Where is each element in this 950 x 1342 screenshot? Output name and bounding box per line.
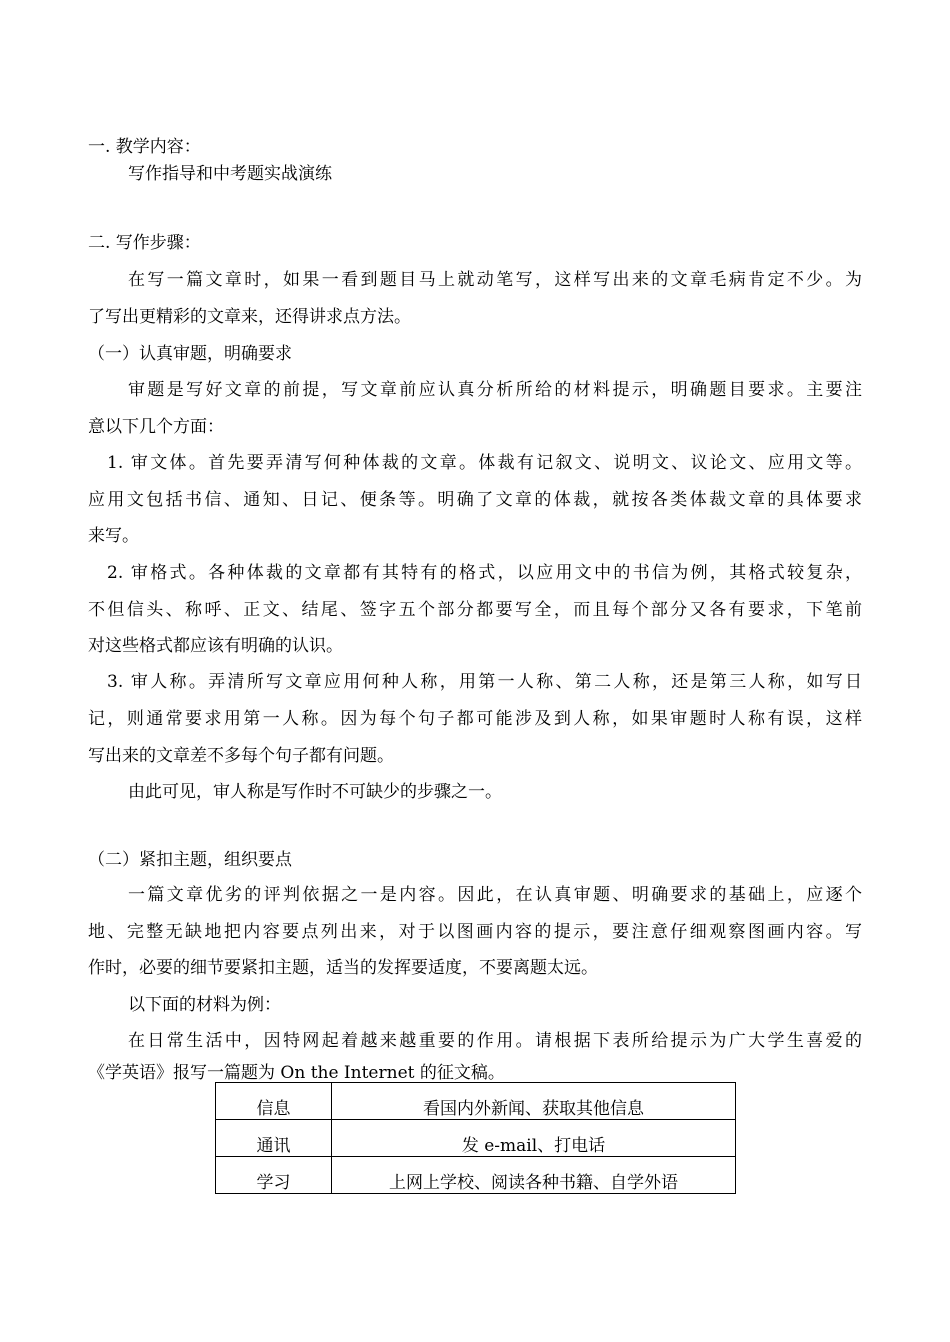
- section-heading-writing-steps: 二. 写作步骤：: [88, 233, 201, 253]
- list-item-genre-line: 来写。: [88, 526, 139, 546]
- list-item-genre-line: 应用文包括书信、通知、日记、便条等。明确了文章的体裁，就按各类体裁文章的具体要求: [88, 490, 862, 510]
- list-item-genre: 1. 审文体。首先要弄清写何种体裁的文章。体裁有记叙文、说明文、议论文、应用文等。: [107, 453, 862, 473]
- paragraph-line: 审题是写好文章的前提，写文章前应认真分析所给的材料提示，明确题目要求。主要注: [128, 380, 862, 400]
- internet-uses-table: [215, 1082, 736, 1194]
- section-heading-teaching-content: 一. 教学内容：: [88, 137, 201, 157]
- table-cell-value: 看国内外新闻、获取其他信息: [332, 1083, 736, 1120]
- list-item-person-line: 记，则通常要求用第一人称。因为每个句子都可能涉及到人称，如果审题时人称有误，这样: [88, 709, 862, 729]
- paragraph-line: 一篇文章优劣的评判依据之一是内容。因此，在认真审题、明确要求的基础上，应逐个: [128, 885, 862, 905]
- intro-paragraph-line: 在写一篇文章时，如果一看到题目马上就动笔写，这样写出来的文章毛病肯定不少。为: [128, 270, 862, 290]
- intro-paragraph-line: 了写出更精彩的文章来，还得讲求点方法。: [88, 307, 411, 327]
- table-row: [216, 1120, 736, 1157]
- table-row: [216, 1083, 736, 1120]
- example-intro: 以下面的材料为例：: [128, 995, 281, 1015]
- conclusion-text: 由此可见，审人称是写作时不可缺少的步骤之一。: [128, 782, 502, 802]
- table-row: [216, 1157, 736, 1194]
- table-cell-key: 信息: [216, 1083, 332, 1120]
- paragraph-line: 作时，必要的细节要紧扣主题，适当的发挥要适度，不要离题太远。: [88, 958, 598, 978]
- table-cell-value: 发 e-mail、打电话: [332, 1120, 736, 1157]
- list-item-person-line: 写出来的文章差不多每个句子都有问题。: [88, 746, 394, 766]
- list-item-format-line: 不但信头、称呼、正文、结尾、签字五个部分都要写全，而且每个部分又各有要求，下笔前: [88, 600, 862, 620]
- table-cell-key: 通讯: [216, 1120, 332, 1157]
- table-cell-value: 上网上学校、阅读各种书籍、自学外语: [332, 1157, 736, 1194]
- example-paragraph-line: 在日常生活中，因特网起着越来越重要的作用。请根据下表所给提示为广大学生喜爱的: [128, 1031, 862, 1051]
- list-item-person: 3. 审人称。弄清所写文章应用何种人称，用第一人称、第二人称，还是第三人称，如写日: [107, 672, 862, 692]
- paragraph-line: 意以下几个方面：: [88, 417, 224, 437]
- list-item-format-line: 对这些格式都应该有明确的认识。: [88, 636, 343, 656]
- table-cell-key: 学习: [216, 1157, 332, 1194]
- example-paragraph-line: 《学英语》报写一篇题为 On the Internet 的征文稿。: [88, 1063, 505, 1083]
- teaching-content-text: 写作指导和中考题实战演练: [128, 164, 332, 184]
- list-item-format: 2. 审格式。各种体裁的文章都有其特有的格式，以应用文中的书信为例，其格式较复杂，: [107, 563, 862, 583]
- subheading-organize-points: （二）紧扣主题，组织要点: [88, 850, 292, 870]
- paragraph-line: 地、完整无缺地把内容要点列出来，对于以图画内容的提示，要注意仔细观察图画内容。写: [88, 922, 862, 942]
- subheading-review-topic: （一）认真审题，明确要求: [88, 344, 292, 364]
